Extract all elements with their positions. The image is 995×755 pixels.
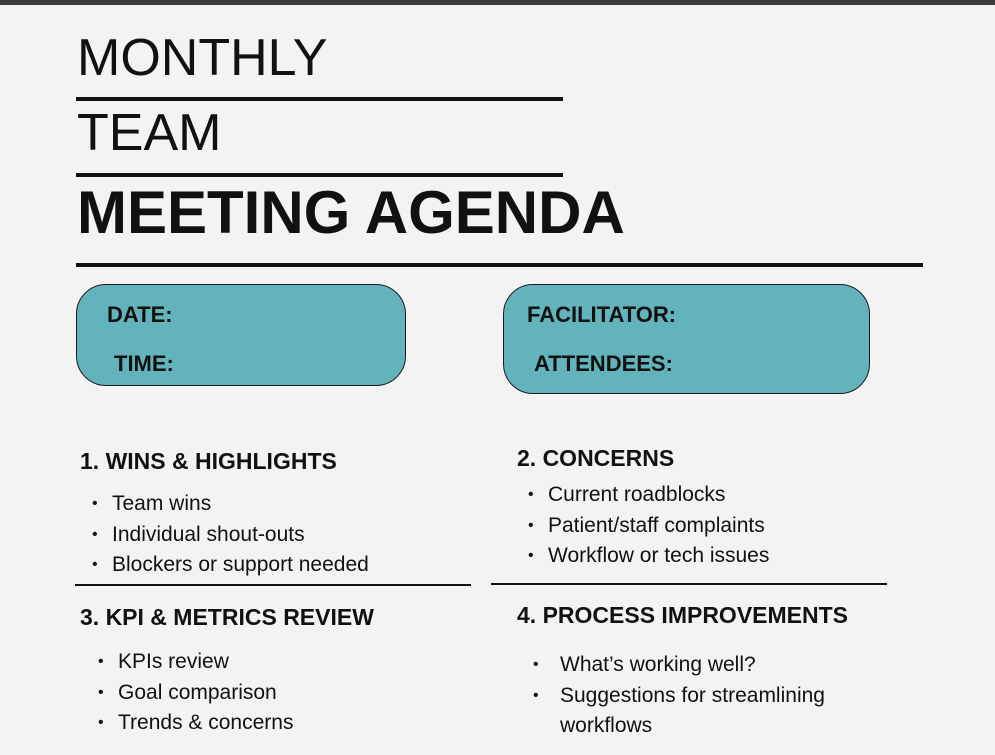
section-divider-left (75, 584, 471, 586)
title-divider-1 (76, 97, 563, 101)
list-item: • Trends & concerns (98, 708, 293, 739)
top-border-bar (0, 0, 995, 5)
list-item: • Current roadblocks (528, 480, 769, 511)
section-wins-title: 1. WINS & HIGHLIGHTS (80, 448, 337, 474)
list-item: • KPIs review (98, 647, 293, 678)
time-label: TIME: (114, 351, 174, 376)
section-kpi-list (98, 647, 293, 739)
section-process-list (533, 650, 880, 742)
list-item: • Patient/staff complaints (528, 511, 769, 542)
section-kpi-title: 3. KPI & METRICS REVIEW (80, 604, 374, 630)
date-label: DATE: (107, 302, 173, 327)
list-item (533, 681, 880, 742)
attendees-label: ATTENDEES: (534, 351, 673, 376)
title-line-team: TEAM (77, 104, 222, 162)
section-divider-right (491, 583, 887, 585)
title-divider-3 (76, 263, 923, 267)
list-item: • Blockers or support needed (92, 550, 369, 581)
list-item: • Individual shout-outs (92, 520, 369, 551)
section-process-title: 4. PROCESS IMPROVEMENTS (517, 602, 849, 628)
facilitator-attendees-box (503, 284, 870, 394)
date-time-box (76, 284, 406, 386)
section-concerns-title: 2. CONCERNS (517, 445, 675, 471)
list-item: • Workflow or tech issues (528, 541, 769, 572)
list-item: • What’s working well? (533, 650, 880, 681)
section-wins-list (92, 489, 369, 581)
list-item: • Team wins (92, 489, 369, 520)
list-item: • Goal comparison (98, 678, 293, 709)
list-item-text: Suggestions for streamlining workflows (560, 683, 825, 737)
facilitator-label: FACILITATOR: (527, 302, 677, 327)
title-line-monthly: MONTHLY (77, 29, 328, 87)
title-line-meeting-agenda: MEETING AGENDA (77, 179, 625, 246)
title-divider-2 (76, 173, 563, 177)
section-concerns-list (528, 480, 769, 572)
